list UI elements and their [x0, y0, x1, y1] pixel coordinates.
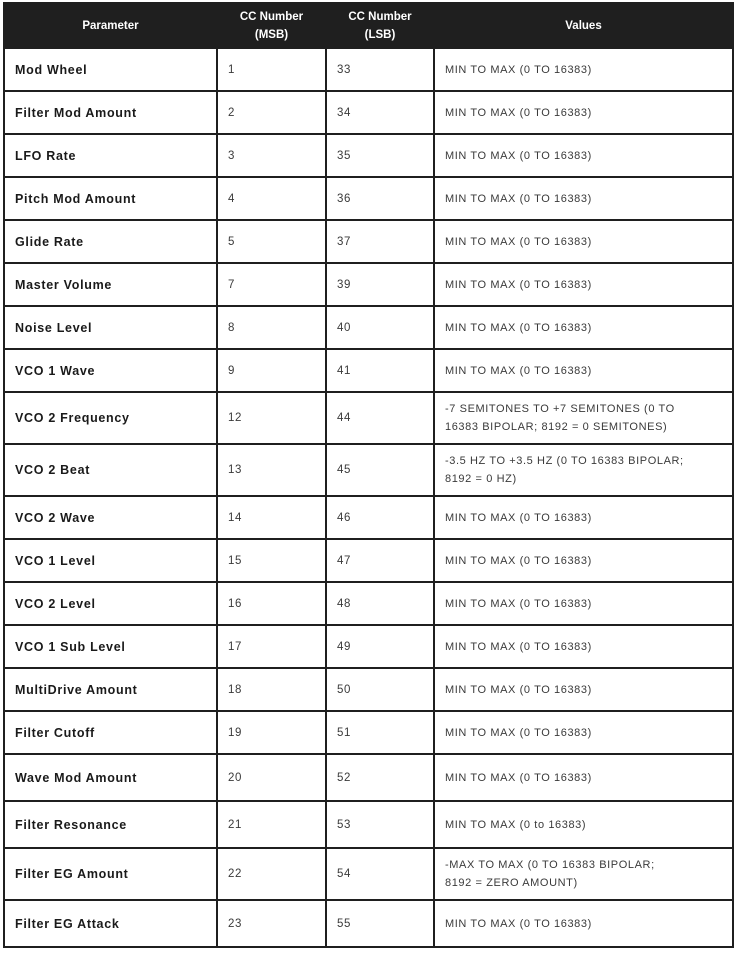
value-line-1: MIN TO MAX (0 TO 16383) [445, 278, 592, 291]
cell-cc-msb: 15 [217, 539, 326, 582]
cell-values [434, 711, 733, 754]
table-row [4, 539, 733, 582]
cell-parameter: Noise Level [4, 306, 217, 349]
cell-cc-msb: 17 [217, 625, 326, 668]
cell-parameter: VCO 2 Wave [4, 496, 217, 539]
cell-cc-lsb: 52 [326, 754, 434, 801]
cell-values [434, 48, 733, 91]
cell-values [434, 900, 733, 947]
cell-cc-msb: 14 [217, 496, 326, 539]
cell-parameter: Filter EG Amount [4, 848, 217, 900]
cell-cc-lsb: 54 [326, 848, 434, 900]
cell-cc-lsb: 40 [326, 306, 434, 349]
value-line-1: MIN TO MAX (0 TO 16383) [445, 364, 592, 377]
table-header [4, 3, 733, 48]
cell-cc-lsb: 55 [326, 900, 434, 947]
table-row [4, 392, 733, 444]
midi-cc-table [3, 2, 734, 948]
cell-parameter: Master Volume [4, 263, 217, 306]
header-msb-line2: (MSB) [254, 28, 289, 41]
header-values: Values [434, 3, 733, 48]
cell-values [434, 801, 733, 848]
cell-parameter: VCO 2 Beat [4, 444, 217, 496]
cell-cc-msb: 20 [217, 754, 326, 801]
cell-parameter: VCO 1 Level [4, 539, 217, 582]
cell-cc-msb: 5 [217, 220, 326, 263]
cell-cc-msb: 18 [217, 668, 326, 711]
cc-table-container [3, 2, 732, 948]
cell-values [434, 306, 733, 349]
table-row [4, 220, 733, 263]
cell-parameter: Pitch Mod Amount [4, 177, 217, 220]
cell-values [434, 539, 733, 582]
cell-cc-msb: 12 [217, 392, 326, 444]
cell-cc-msb: 3 [217, 134, 326, 177]
cell-parameter: Filter Resonance [4, 801, 217, 848]
cell-values [434, 625, 733, 668]
value-line-2: 16383 BIPOLAR; 8192 = 0 SEMITONES) [445, 421, 668, 433]
cell-cc-msb: 13 [217, 444, 326, 496]
cell-cc-lsb: 49 [326, 625, 434, 668]
value-line-1: MIN TO MAX (0 TO 16383) [445, 554, 592, 567]
cell-cc-lsb: 47 [326, 539, 434, 582]
cell-cc-msb: 23 [217, 900, 326, 947]
value-line-1: -7 SEMITONES TO +7 SEMITONES (0 TO [445, 403, 675, 415]
cell-cc-msb: 1 [217, 48, 326, 91]
value-line-1: MIN TO MAX (0 TO 16383) [445, 106, 592, 119]
cell-values [434, 754, 733, 801]
value-line-1: MIN TO MAX (0 TO 16383) [445, 321, 592, 334]
cell-cc-msb: 8 [217, 306, 326, 349]
cell-parameter: Filter Cutoff [4, 711, 217, 754]
cell-values [434, 444, 733, 496]
cell-parameter: Wave Mod Amount [4, 754, 217, 801]
cell-cc-lsb: 53 [326, 801, 434, 848]
cell-values [434, 263, 733, 306]
table-row [4, 900, 733, 947]
value-line-1: MIN TO MAX (0 TO 16383) [445, 640, 592, 653]
cell-values [434, 496, 733, 539]
table-body [4, 48, 733, 947]
cell-cc-msb: 9 [217, 349, 326, 392]
value-line-2: 8192 = ZERO AMOUNT) [445, 877, 578, 889]
cell-cc-msb: 16 [217, 582, 326, 625]
cell-values [434, 848, 733, 900]
cell-values [434, 134, 733, 177]
table-row [4, 668, 733, 711]
value-line-1: MIN TO MAX (0 TO 16383) [445, 63, 592, 76]
table-row [4, 306, 733, 349]
table-row [4, 848, 733, 900]
header-lsb-line2: (LSB) [364, 28, 396, 41]
cell-cc-lsb: 39 [326, 263, 434, 306]
cell-parameter: VCO 2 Level [4, 582, 217, 625]
table-row [4, 801, 733, 848]
header-lsb-line1: CC Number [348, 10, 412, 23]
table-row [4, 134, 733, 177]
cell-cc-lsb: 34 [326, 91, 434, 134]
cell-cc-msb: 22 [217, 848, 326, 900]
table-row [4, 754, 733, 801]
value-line-2: 8192 = 0 HZ) [445, 473, 517, 485]
cell-cc-lsb: 44 [326, 392, 434, 444]
cell-cc-msb: 7 [217, 263, 326, 306]
table-row [4, 711, 733, 754]
cell-parameter: Filter Mod Amount [4, 91, 217, 134]
cell-values [434, 349, 733, 392]
table-row [4, 48, 733, 91]
cell-cc-lsb: 37 [326, 220, 434, 263]
header-msb [217, 3, 326, 48]
value-line-1: MIN TO MAX (0 TO 16383) [445, 917, 592, 930]
table-row [4, 263, 733, 306]
value-line-1: MIN TO MAX (0 TO 16383) [445, 149, 592, 162]
value-line-1: MIN TO MAX (0 TO 16383) [445, 235, 592, 248]
table-row [4, 582, 733, 625]
table-row [4, 625, 733, 668]
table-row [4, 349, 733, 392]
value-line-1: MIN TO MAX (0 TO 16383) [445, 771, 592, 784]
cell-cc-lsb: 51 [326, 711, 434, 754]
cell-values [434, 177, 733, 220]
cell-parameter: VCO 2 Frequency [4, 392, 217, 444]
value-line-1: MIN TO MAX (0 TO 16383) [445, 597, 592, 610]
table-row [4, 496, 733, 539]
cell-cc-lsb: 48 [326, 582, 434, 625]
header-msb-line1: CC Number [239, 10, 304, 23]
cell-parameter: Filter EG Attack [4, 900, 217, 947]
cell-cc-msb: 21 [217, 801, 326, 848]
cell-values [434, 91, 733, 134]
value-line-1: MIN TO MAX (0 to 16383) [445, 818, 587, 831]
cell-parameter: VCO 1 Sub Level [4, 625, 217, 668]
header-lsb [326, 3, 434, 48]
table-row [4, 177, 733, 220]
cell-values [434, 668, 733, 711]
cell-cc-lsb: 50 [326, 668, 434, 711]
cell-cc-lsb: 35 [326, 134, 434, 177]
header-parameter: Parameter [4, 3, 217, 48]
table-row [4, 444, 733, 496]
value-line-1: MIN TO MAX (0 TO 16383) [445, 192, 592, 205]
cell-cc-msb: 2 [217, 91, 326, 134]
table-row [4, 91, 733, 134]
value-line-1: MIN TO MAX (0 TO 16383) [445, 511, 592, 524]
cell-parameter: MultiDrive Amount [4, 668, 217, 711]
cell-cc-lsb: 45 [326, 444, 434, 496]
cell-parameter: LFO Rate [4, 134, 217, 177]
cell-parameter: Mod Wheel [4, 48, 217, 91]
cell-values [434, 392, 733, 444]
cell-parameter: VCO 1 Wave [4, 349, 217, 392]
cell-values [434, 220, 733, 263]
cell-cc-lsb: 36 [326, 177, 434, 220]
cell-parameter: Glide Rate [4, 220, 217, 263]
value-line-1: -MAX TO MAX (0 TO 16383 BIPOLAR; [445, 859, 655, 871]
header-row [4, 3, 733, 48]
value-line-1: -3.5 HZ TO +3.5 HZ (0 TO 16383 BIPOLAR; [445, 455, 684, 467]
value-line-1: MIN TO MAX (0 TO 16383) [445, 726, 592, 739]
value-line-1: MIN TO MAX (0 TO 16383) [445, 683, 592, 696]
cell-cc-msb: 19 [217, 711, 326, 754]
cell-cc-lsb: 46 [326, 496, 434, 539]
cell-cc-lsb: 41 [326, 349, 434, 392]
cell-cc-msb: 4 [217, 177, 326, 220]
cell-values [434, 582, 733, 625]
cell-cc-lsb: 33 [326, 48, 434, 91]
